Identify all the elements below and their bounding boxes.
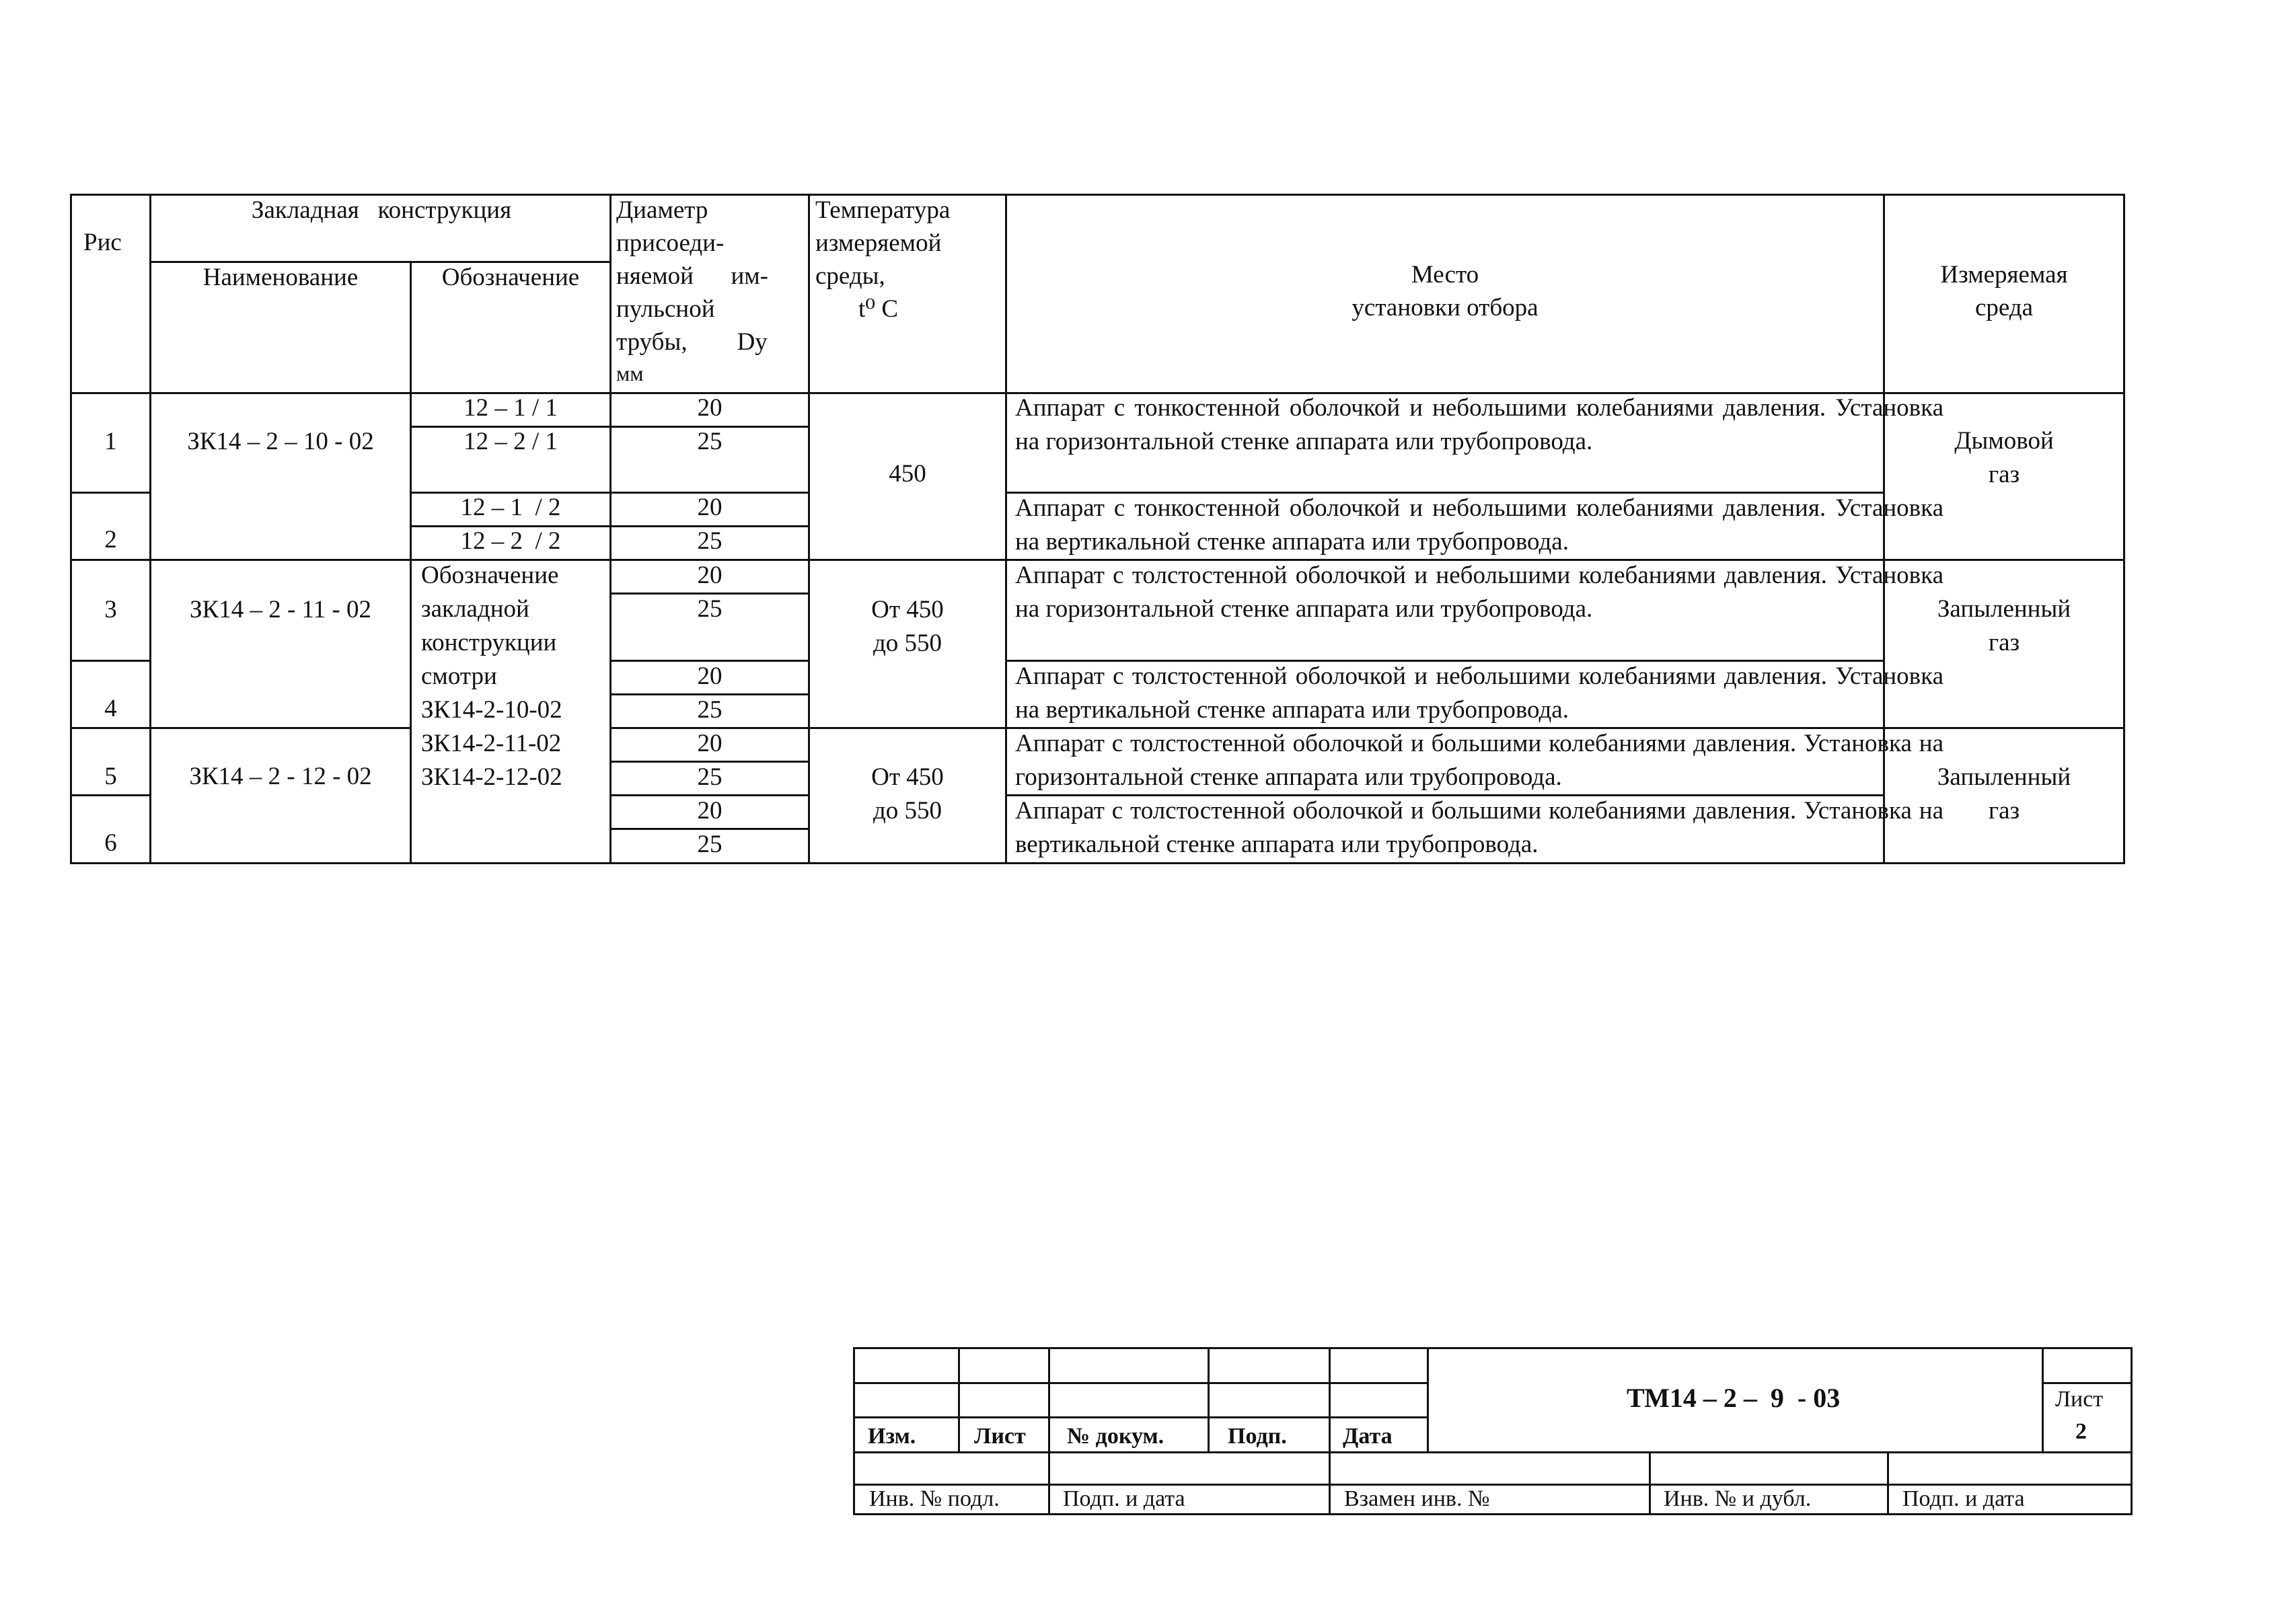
tb-podp-data-label: Подп. и дата — [1063, 1486, 1185, 1511]
header-zakladnaya: Закладная конструкция — [251, 196, 512, 224]
tb-line — [1427, 1347, 1429, 1451]
temperature-line: От 450 — [871, 596, 944, 623]
header-temperature — [815, 194, 1007, 326]
header-medium-line: среда — [1974, 294, 2034, 321]
diameter-value: 20 — [697, 730, 723, 757]
tb-podp-data-label: Подп. и дата — [1902, 1486, 2025, 1511]
header-diameter-line: трубы, Dy — [616, 328, 768, 356]
ris-number: 3 — [104, 596, 117, 623]
document-designation: ТМ14 – 2 – 9 - 03 — [1627, 1383, 1841, 1413]
diameter-value: 25 — [697, 428, 723, 455]
medium-line: газ — [1988, 629, 2020, 656]
title-block — [853, 1347, 2133, 1515]
tb-inv-dubl-label: Инв. № и дубл. — [1664, 1486, 1812, 1511]
place-description: Аппарат с толстостенной оболочкой и небольшими колебаниями давления. Установка на горизонтальной стенке аппарата или трубопровода. — [1015, 562, 1943, 623]
temperature-line: От 450 — [871, 763, 944, 791]
designation-code: 12 – 2 / 2 — [460, 527, 561, 555]
tb-line — [2042, 1382, 2133, 1384]
medium-value — [1885, 761, 2123, 828]
tb-data-label: Дата — [1343, 1424, 1393, 1449]
diameter-value: 25 — [697, 696, 723, 724]
tb-podp-label: Подп. — [1228, 1424, 1287, 1449]
tb-line — [1329, 1347, 1331, 1515]
tb-border-right — [2131, 1347, 2133, 1515]
header-medium — [1885, 258, 2123, 324]
medium-line: Запыленный — [1937, 595, 2071, 623]
tb-line — [1048, 1347, 1050, 1515]
tb-vzamen-label: Взамен инв. № — [1344, 1486, 1490, 1511]
header-oboznachenie: Обозначение — [441, 264, 580, 291]
place-description: Аппарат с толстостенной оболочкой и небольшими колебаниями давления. Установка на вертикальной стенке аппарата или трубопровода. — [1015, 662, 1943, 724]
designation-code: 12 – 1 / 1 — [464, 394, 558, 422]
header-temperature-line: измеряемой — [815, 229, 942, 257]
tb-sheet-label: Лист — [2055, 1387, 2104, 1412]
medium-line: Дымовой — [1954, 427, 2054, 455]
diameter-value: 25 — [697, 763, 723, 791]
temperature-line: 450 — [889, 460, 926, 488]
header-temperature-line: среды, — [815, 262, 885, 290]
tb-list-label: Лист — [974, 1424, 1026, 1449]
place-description: Аппарат с тонкостенной оболочкой и небольшими колебаниями давления. Установка на вертикальной стенке аппарата или трубопровода. — [1015, 494, 1943, 556]
diameter-value: 20 — [697, 797, 723, 825]
diameter-value: 20 — [697, 662, 723, 690]
tb-line — [853, 1484, 2133, 1486]
ris-number: 4 — [104, 695, 117, 722]
tb-line — [2042, 1347, 2044, 1451]
medium-value — [1885, 593, 2123, 660]
header-medium-line: Измеряемая — [1940, 261, 2068, 289]
designation-note-line: конструкции — [421, 629, 557, 656]
header-diameter — [616, 194, 805, 388]
temperature-value — [810, 761, 1005, 828]
designation-note-line: Обозначение — [421, 562, 559, 589]
embedded-structures-table — [70, 194, 2125, 864]
header-diameter-line: мм — [616, 361, 644, 385]
header-place-line: Место — [1411, 261, 1479, 289]
ris-number: 6 — [104, 829, 117, 857]
structure-name: ЗК14 – 2 - 11 - 02 — [190, 596, 371, 623]
tb-line — [853, 1451, 2133, 1453]
tb-line — [853, 1416, 1429, 1418]
table-border-bottom — [70, 862, 2125, 864]
place-description: Аппарат с толстостенной оболочкой и большими колебаниями давления. Установка на горизонтальной стенке аппарата или трубопровода. — [1015, 730, 1943, 791]
table-line-v2 — [410, 261, 412, 864]
header-diameter-line: Диаметр — [616, 196, 708, 224]
table-border-right — [2123, 194, 2125, 864]
structure-name: ЗК14 – 2 – 10 - 02 — [187, 428, 374, 455]
header-place — [1007, 258, 1883, 324]
temperature-value — [810, 457, 1005, 491]
temperature-line: до 550 — [873, 629, 942, 657]
header-diameter-line: няемой им- — [616, 262, 768, 290]
diameter-value: 20 — [697, 494, 723, 521]
place-description: Аппарат с толстостенной оболочкой и большими колебаниями давления. Установка на вертикальной стенке аппарата или трубопровода. — [1015, 797, 1943, 858]
header-temperature-line: t⁰ C — [858, 295, 899, 323]
header-diameter-line: присоеди- — [616, 229, 725, 257]
medium-line: газ — [1988, 461, 2020, 488]
tb-border-bottom — [853, 1513, 2133, 1515]
ris-number: 5 — [104, 763, 117, 790]
tb-line — [853, 1382, 1429, 1384]
block-border — [70, 727, 410, 729]
row-line — [70, 660, 149, 662]
header-place-line: установки отбора — [1351, 294, 1539, 321]
tb-sheet-number: 2 — [2075, 1419, 2087, 1444]
structure-name: ЗК14 – 2 - 12 - 02 — [189, 763, 372, 790]
ris-number: 2 — [104, 526, 117, 553]
designation-note — [421, 559, 609, 794]
row-line — [70, 794, 149, 796]
temperature-line: до 550 — [873, 797, 942, 825]
designation-note-line: ЗК14-2-10-02 — [421, 696, 562, 724]
tb-dokum-label: № докум. — [1067, 1424, 1164, 1449]
designation-note-line: смотри — [421, 662, 497, 690]
medium-value — [1885, 424, 2123, 492]
tb-border-top — [853, 1347, 2133, 1349]
designation-note-line: закладной — [421, 595, 529, 623]
temperature-value — [810, 593, 1005, 660]
row-line — [70, 492, 149, 494]
diameter-value: 25 — [697, 831, 723, 858]
diameter-value: 25 — [697, 595, 723, 623]
diameter-value: 20 — [697, 394, 723, 422]
designation-note-line: ЗК14-2-12-02 — [421, 763, 562, 791]
tb-inv-podl-label: Инв. № подл. — [869, 1486, 1000, 1511]
designation-note-line: ЗК14-2-11-02 — [421, 730, 562, 757]
header-naimenovanie: Наименование — [202, 264, 359, 291]
designation-code: 12 – 1 / 2 — [460, 494, 561, 521]
header-diameter-line: пульсной — [616, 295, 715, 323]
tb-border-left — [853, 1347, 855, 1515]
diameter-value: 20 — [697, 562, 723, 589]
tb-line — [1208, 1347, 1210, 1451]
header-temperature-line: Температура — [815, 196, 951, 224]
place-description: Аппарат с тонкостенной оболочкой и небольшими колебаниями давления. Установка на горизонтальной стенке аппарата или трубопровода. — [1015, 394, 1943, 455]
tb-izm-label: Изм. — [868, 1424, 916, 1449]
diameter-value: 25 — [697, 527, 723, 555]
ris-number: 1 — [104, 428, 117, 455]
designation-code: 12 – 2 / 1 — [464, 428, 558, 455]
medium-line: Запыленный — [1937, 763, 2071, 791]
header-ris: Рис — [83, 229, 122, 256]
medium-line: газ — [1988, 797, 2020, 825]
tb-line — [958, 1347, 960, 1451]
